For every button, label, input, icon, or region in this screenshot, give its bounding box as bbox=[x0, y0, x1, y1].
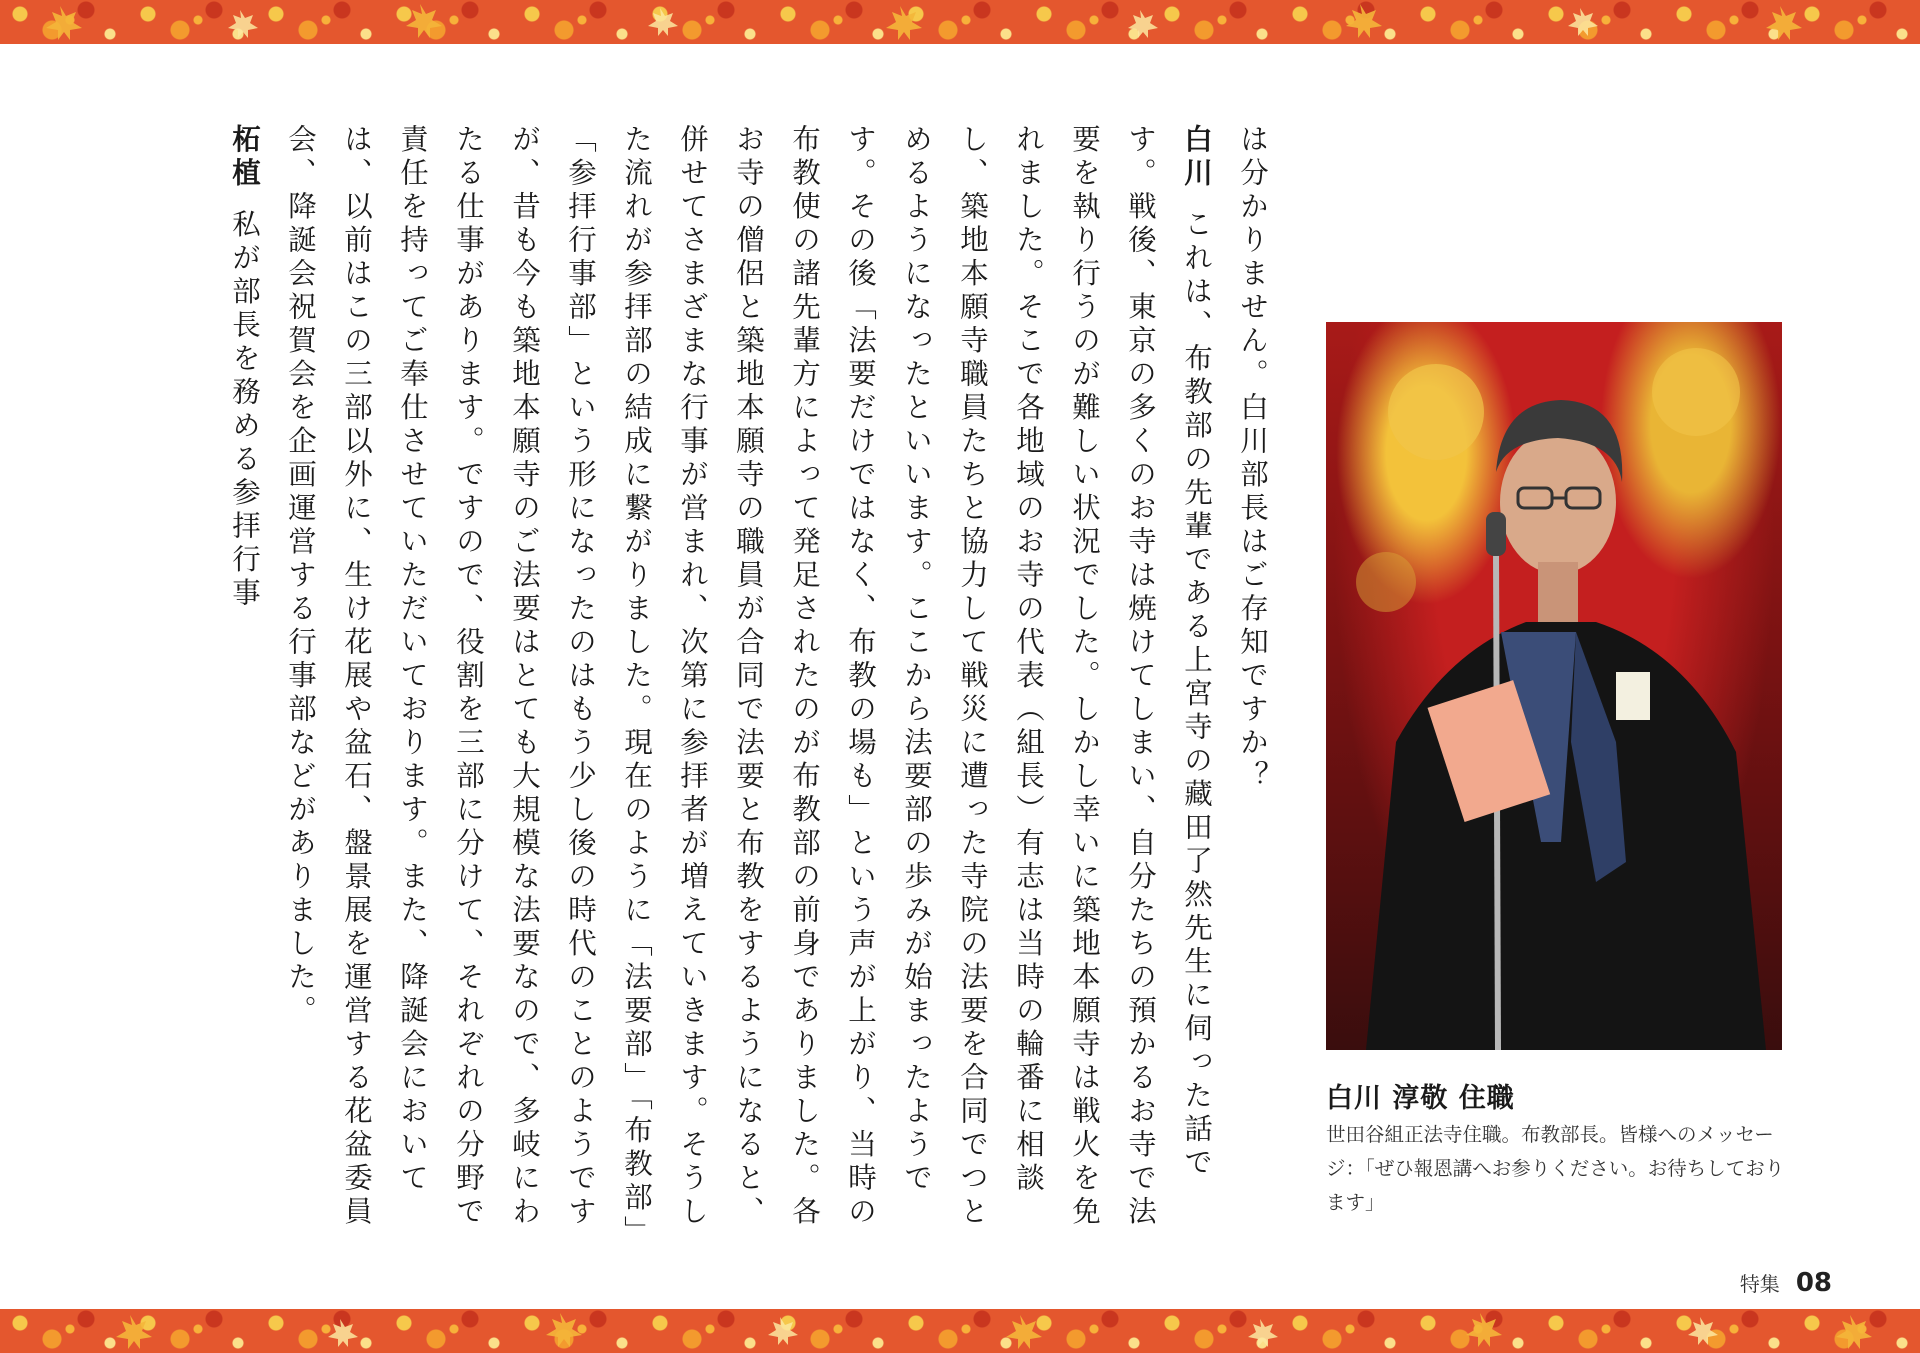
maple-leaf-pattern-icon bbox=[0, 1309, 1920, 1353]
article-paragraph-2-text: これは、布教部の先輩である上宮寺の藏田了然先生に伺った話です。戦後、東京の多くのお寺は焼けてしまい、自分たちの預かるお寺で法要を執り行うのが難しい状況でした。しかし幸いに築地本願寺は戦火を免れました。そこで各地域のお寺の代表（組長）有志は当時の輪番に相談し、築地本願寺職員たちと協力して戦災に遭った寺院の法要を合同でつとめるようになったといいます。ここから法要部の歩みが始まったようです。その後「法要だけではなく、布教の場も」という声が上がり、当時の布教使の諸先輩方によって発足されたのが布教部の前身でありました。各お寺の僧侶と築地本願寺の職員が合同で法要と布教をするようになると、併せてさまざまな行事が営まれ、次第に参拝者が増えていきます。そうした流れが参拝部の結成に繋がりました。現在のように「法要部」「布教部」「参拝行事部」という形になったのはもう少し後の時代のことのようですが、昔も今も築地本願寺のご法要はとても大規模な法要なので、多岐にわたる仕事があります。ですので、役割を三部に分けて、それぞれの分野で責任を持ってご奉仕させていただいております。また、降誕会においては、以前はこの三部以外に、生け花展や盆石、盤景展を運営する花盆委員会、降誕会祝賀会を企画運営する行事部などがありました。 bbox=[284, 124, 1213, 1235]
page-number: 08 bbox=[1795, 1268, 1832, 1298]
caption-text: 世田谷組正法寺住職。布教部長。皆様へのメッセージ：「ぜひ報恩講へお参りください。お待ちしております」 bbox=[1326, 1123, 1785, 1214]
article-body bbox=[180, 124, 1280, 1244]
speaker-label-tsuge: 柘植 bbox=[228, 124, 261, 191]
top-maple-band bbox=[0, 0, 1920, 44]
bottom-maple-band bbox=[0, 1309, 1920, 1353]
priest-speaking-icon bbox=[1326, 322, 1782, 1050]
page-footer bbox=[1740, 1268, 1832, 1298]
speaker-label-shirakawa: 白川 bbox=[1180, 124, 1213, 191]
article-paragraph-3 bbox=[216, 124, 272, 1244]
speaker-photo bbox=[1326, 322, 1782, 1050]
caption-name: 白川 淳敬 住職 bbox=[1326, 1083, 1515, 1114]
article-paragraph-1: は分かりません。白川部長はご存知ですか？ bbox=[1236, 124, 1269, 794]
article-paragraph-3-text: 私が部長を務める参拝行事 bbox=[228, 209, 261, 611]
article-paragraph-2 bbox=[272, 124, 1224, 1244]
maple-leaf-pattern-icon bbox=[0, 0, 1920, 44]
section-label: 特集 bbox=[1739, 1272, 1780, 1296]
